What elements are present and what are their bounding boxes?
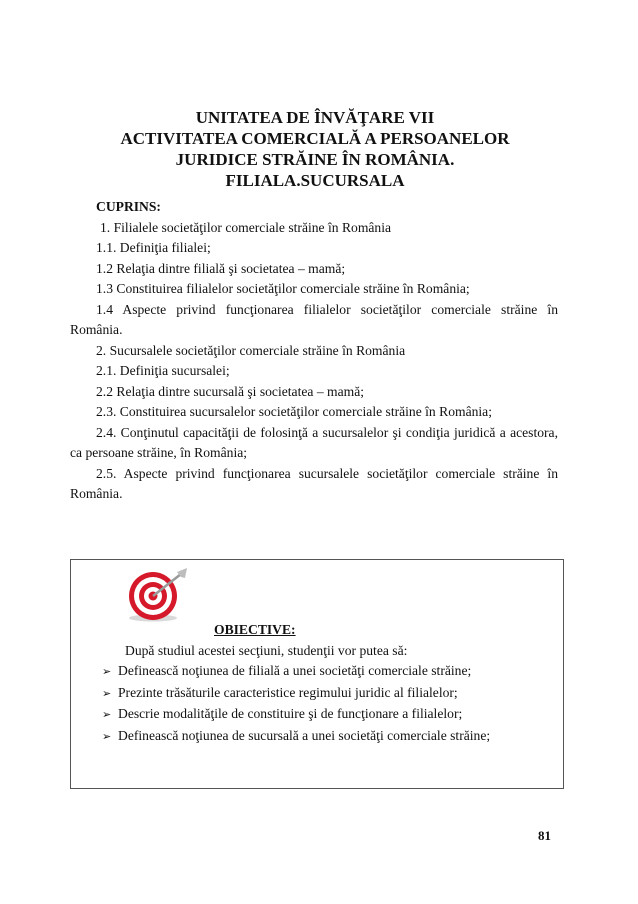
toc-item: 2.4. Conţinutul capacităţii de folosinţă a sucursalelor şi condiţia juridică a acestora, ca persoane străine, în România;	[70, 424, 558, 460]
target-icon	[125, 568, 195, 624]
toc-item: 2.1. Definiţia sucursalei;	[96, 363, 230, 378]
page-number: 81	[538, 828, 551, 843]
toc-item: 1.4 Aspecte privind funcţionarea filialelor societăţilor comerciale străine în România.	[70, 301, 558, 337]
toc-item: 2.5. Aspecte privind funcţionarea sucursalele societăţilor comerciale străine în România.	[70, 465, 558, 501]
toc-item: 1. Filialele societăţilor comerciale străine în România	[100, 219, 392, 235]
toc-item: 2. Sucursalele societăţilor comerciale străine în România	[96, 342, 406, 358]
objective-item	[77, 726, 557, 748]
arrow-bullet-icon: ➢	[102, 730, 112, 743]
toc-item: 2.2 Relaţia dintre sucursală şi societatea – mamă;	[96, 383, 365, 399]
toc-item: 1.3 Constituirea filialelor societăţilor comerciale străine în România;	[96, 281, 470, 296]
objectives-box	[70, 559, 564, 789]
table-of-contents	[70, 197, 558, 505]
unit-title	[70, 107, 560, 191]
objectives-content	[77, 620, 557, 747]
objective-text: Definească noţiunea de filială a unei societăţi comerciale străine;	[118, 663, 472, 678]
objective-item	[77, 661, 557, 683]
objective-text: Descrie modalităţile de constituire şi de funcţionare a filialelor;	[118, 706, 463, 721]
objective-item	[77, 683, 557, 705]
objectives-intro: După studiul acestei secţiuni, studenţii vor putea să:	[125, 642, 408, 658]
title-line: UNITATEA DE ÎNVĂŢARE VII	[195, 108, 435, 127]
title-line: ACTIVITATEA COMERCIALĂ A PERSOANELOR	[120, 129, 510, 148]
arrow-bullet-icon: ➢	[102, 666, 112, 678]
objective-text: Definească noţiunea de sucursală a unei societăţi comerciale străine;	[118, 727, 491, 743]
toc-item: 1.2 Relaţia dintre filială şi societatea – mamă;	[96, 260, 346, 276]
title-line: FILIALA.SUCURSALA	[225, 171, 405, 190]
objective-text: Prezinte trăsăturile caracteristice regimului juridic al filialelor;	[118, 684, 458, 700]
toc-item: 1.1. Definiţia filialei;	[96, 240, 211, 255]
arrow-bullet-icon: ➢	[102, 687, 112, 700]
objectives-heading: OBIECTIVE:	[214, 622, 296, 637]
title-line: JURIDICE STRĂINE ÎN ROMÂNIA.	[175, 150, 455, 169]
toc-heading: CUPRINS:	[96, 199, 161, 214]
toc-item: 2.3. Constituirea sucursalelor societăţilor comerciale străine în România;	[96, 404, 492, 419]
arrow-bullet-icon: ➢	[102, 709, 112, 721]
objective-item	[77, 704, 557, 726]
